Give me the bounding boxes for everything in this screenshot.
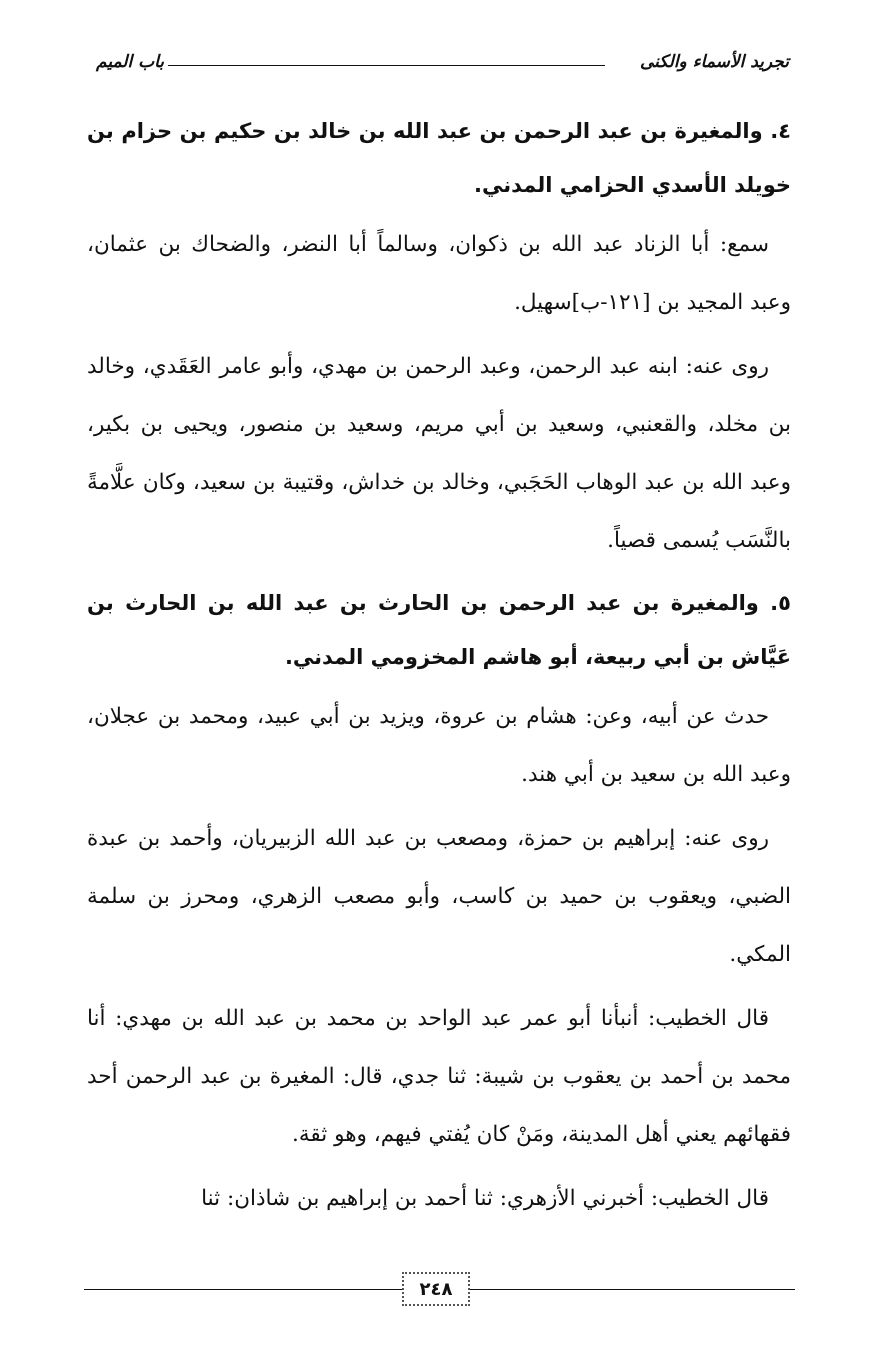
body-paragraph: قال الخطيب: أخبرني الأزهري: ثنا أحمد بن إبراهيم بن شاذان: ثنا: [201, 1186, 769, 1211]
body-paragraph: سمع: أبا الزناد عبد الله بن ذكوان، وسالماً أبا النضر، والضحاك بن عثمان، وعبد المجيد بن [١٢١-ب]سهيل.: [87, 232, 791, 315]
page-number: ٢٤٨: [402, 1272, 470, 1306]
body-paragraph: روى عنه: إبراهيم بن حمزة، ومصعب بن عبد الله الزبيريان، وأحمد بن عبدة الضبي، ويعقوب بن حميد بن كاسب، وأبو مصعب الزهري، ومحرز بن سلمة المكي.: [87, 826, 791, 967]
body-paragraph: روى عنه: ابنه عبد الرحمن، وعبد الرحمن بن مهدي، وأبو عامر العَقَدي، وخالد بن مخلد، والقعنبي، وسعيد بن أبي مريم، وسعيد بن منصور، ويحيى بن بكير، وعبد الله بن عبد الوهاب الحَجَبي، وخالد بن خداش، وقتيبة بن سعيد، وكان علَّامةً بالنَّسَب يُسمى قصياً.: [87, 354, 791, 553]
page-body: [87, 104, 791, 1234]
header-rule: [168, 65, 605, 66]
biography-entry: [87, 576, 791, 1228]
biography-entry: [87, 104, 791, 570]
body-paragraph: قال الخطيب: أنبأنا أبو عمر عبد الواحد بن محمد بن عبد الله بن مهدي: أنا محمد بن أحمد بن يعقوب بن شيبة: ثنا جدي، قال: المغيرة بن عبد الرحمن أحد فقهائهم يعني أهل المدينة، ومَنْ كان يُفتي فيهم، وهو ثقة.: [87, 1006, 791, 1147]
entry-heading: ٥. والمغيرة بن عبد الرحمن بن الحارث بن عبد الله بن الحارث بن عَيَّاش بن أبي ربيعة، أبو هاشم المخزومي المدني.: [87, 591, 791, 669]
body-paragraph: حدث عن أبيه، وعن: هشام بن عروة، ويزيد بن أبي عبيد، ومحمد بن عجلان، وعبد الله بن سعيد بن أبي هند.: [87, 704, 791, 787]
running-header: [96, 52, 789, 86]
header-book-title: تجريد الأسماء والكنى: [639, 52, 789, 72]
page-footer: [84, 1272, 795, 1308]
header-section-title: باب الميم: [96, 52, 165, 72]
entry-heading: ٤. والمغيرة بن عبد الرحمن بن عبد الله بن خالد بن حكيم بن حزام بن خويلد الأسدي الحزامي المدني.: [87, 119, 791, 197]
